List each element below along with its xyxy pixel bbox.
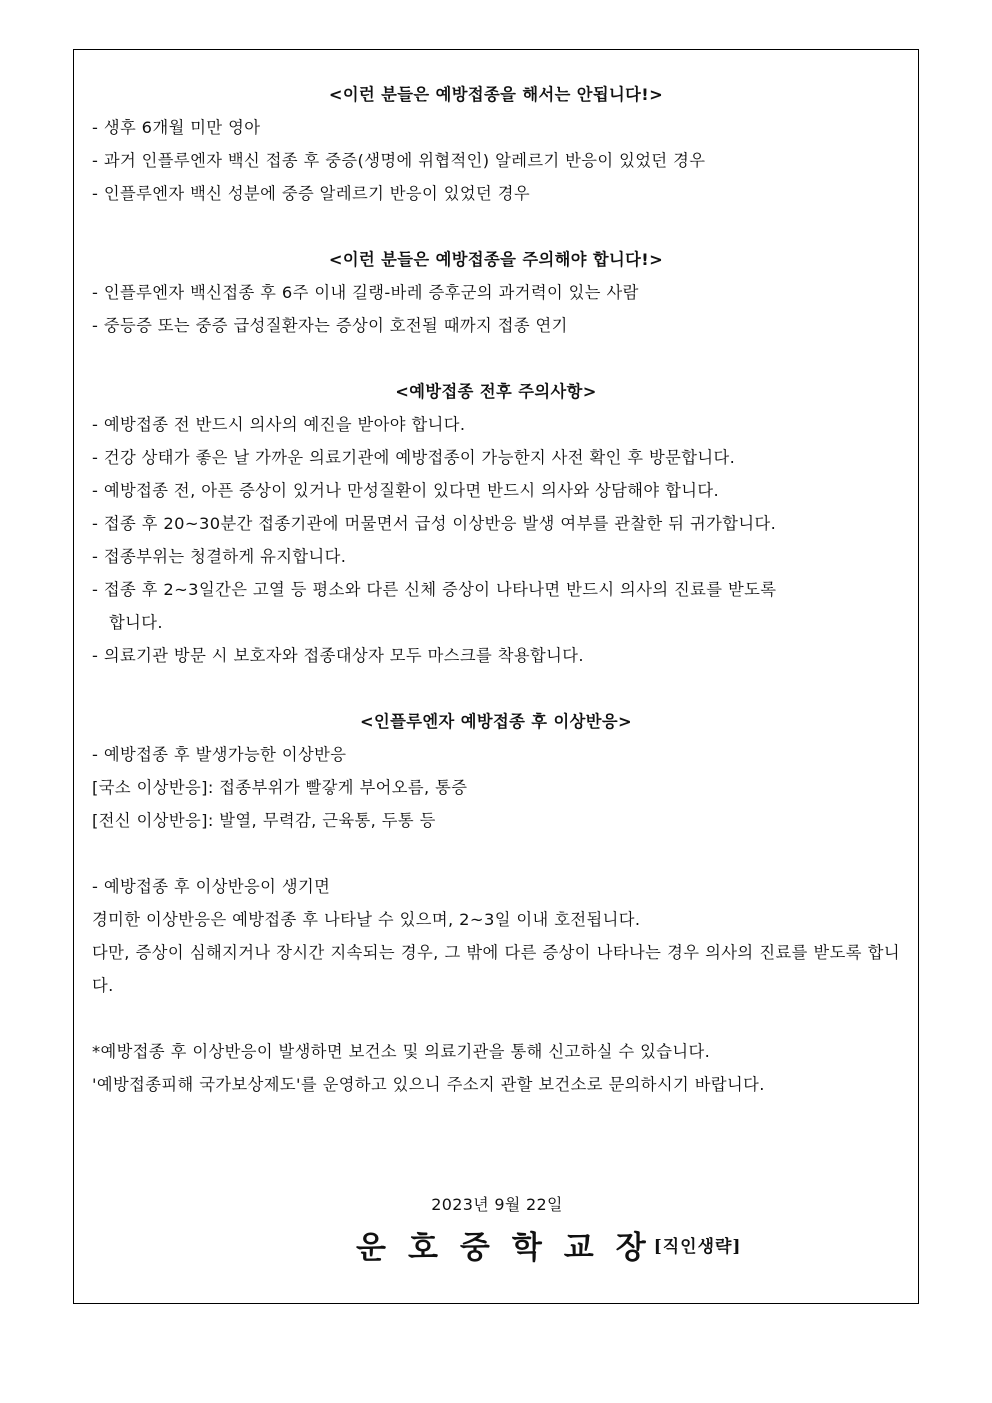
spacer [92, 210, 900, 243]
list-item: [전신 이상반응]: 발열, 무력감, 근육통, 두통 등 [92, 811, 436, 830]
issue-date: 2023년 9월 22일 [431, 1195, 563, 1214]
notice-line: '예방접종피해 국가보상제도'를 운영하고 있으니 주소지 관할 보건소로 문의하시기 바랍니다. [92, 1075, 765, 1094]
list-item: - 접종 후 20~30분간 접종기관에 머물면서 급성 이상반응 발생 여부를 관찰한 뒤 귀가합니다. [92, 514, 777, 533]
list-item: - 예방접종 전 반드시 의사의 예진을 받아야 합니다. [92, 415, 466, 434]
spacer [92, 672, 900, 705]
list-item: - 중등증 또는 중증 급성질환자는 증상이 호전될 때까지 접종 연기 [92, 316, 568, 335]
school-principal-name: 운호중학교장 [356, 1229, 668, 1266]
list-item: [국소 이상반응]: 접종부위가 빨갛게 부어오름, 통증 [92, 778, 468, 797]
list-item: - 생후 6개월 미만 영아 [92, 118, 261, 137]
list-item: - 인플루엔자 백신접종 후 6주 이내 길랭-바레 증후군의 과거력이 있는 사람 [92, 283, 639, 302]
section-heading-adverse-reactions: <인플루엔자 예방접종 후 이상반응> [359, 712, 633, 731]
list-item: - 인플루엔자 백신 성분에 중증 알레르기 반응이 있었던 경우 [92, 184, 530, 203]
paragraph-line: 경미한 이상반응은 예방접종 후 나타날 수 있으며, 2~3일 이내 호전됩니다. [92, 910, 641, 929]
section-heading-precautions: <이런 분들은 예방접종을 주의해야 합니다!> [328, 250, 664, 269]
paragraph-line: 다만, 증상이 심해지거나 장시간 지속되는 경우, 그 밖에 다른 증상이 나타나는 경우 의사의 진료를 받도록 합니다. [92, 943, 900, 995]
section-heading-before-after: <예방접종 전후 주의사항> [395, 382, 597, 401]
paragraph-line: - 예방접종 후 이상반응이 생기면 [92, 877, 331, 896]
list-item: - 접종부위는 청결하게 유지합니다. [92, 547, 347, 566]
list-item-continuation: 합니다. [109, 613, 163, 632]
list-item: - 예방접종 후 발생가능한 이상반응 [92, 745, 347, 764]
seal-omitted-note: [직인생략] [653, 1236, 742, 1257]
list-item: - 접종 후 2~3일간은 고열 등 평소와 다른 신체 증상이 나타나면 반드시 의사의 진료를 받도록 [92, 580, 777, 599]
signature-block [356, 1224, 741, 1264]
spacer [92, 1002, 900, 1035]
list-item: - 건강 상태가 좋은 날 가까운 의료기관에 예방접종이 가능한지 사전 확인 후 방문합니다. [92, 448, 736, 467]
spacer [92, 837, 900, 870]
list-item: - 예방접종 전, 아픈 증상이 있거나 만성질환이 있다면 반드시 의사와 상담해야 합니다. [92, 481, 720, 500]
spacer [92, 342, 900, 375]
notice-line: *예방접종 후 이상반응이 발생하면 보건소 및 의료기관을 통해 신고하실 수 있습니다. [92, 1042, 711, 1061]
list-item: - 의료기관 방문 시 보호자와 접종대상자 모두 마스크를 착용합니다. [92, 646, 584, 665]
list-item: - 과거 인플루엔자 백신 접종 후 중증(생명에 위협적인) 알레르기 반응이 있었던 경우 [92, 151, 706, 170]
notice-content [92, 78, 900, 1101]
notice-frame [73, 49, 919, 1304]
section-heading-contraindications: <이런 분들은 예방접종을 해서는 안됩니다!> [328, 85, 664, 104]
